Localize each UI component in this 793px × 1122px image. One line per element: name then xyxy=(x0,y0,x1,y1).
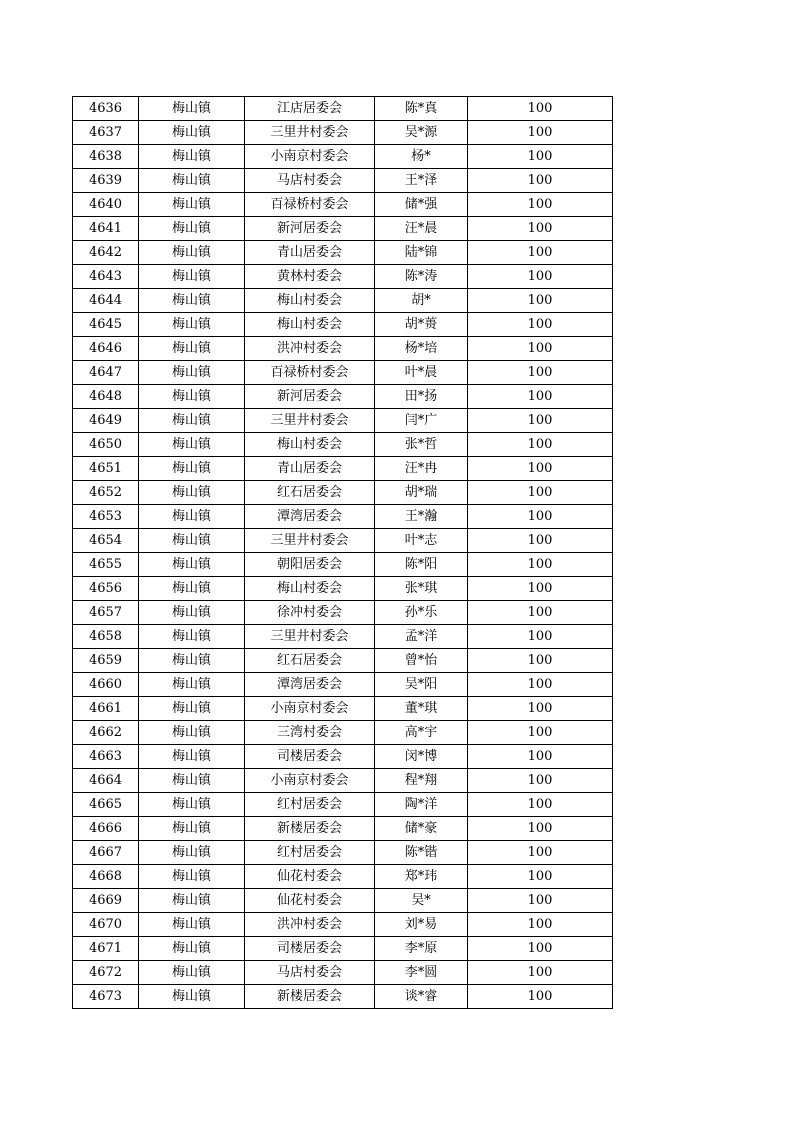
amount-cell: 100 xyxy=(468,241,613,265)
committee-cell: 红石居委会 xyxy=(245,481,375,505)
amount-cell: 100 xyxy=(468,817,613,841)
amount-cell: 100 xyxy=(468,985,613,1009)
table-row xyxy=(73,97,613,121)
committee-cell: 梅山村委会 xyxy=(245,433,375,457)
table-row xyxy=(73,145,613,169)
committee-cell: 潭湾居委会 xyxy=(245,673,375,697)
town-cell: 梅山镇 xyxy=(139,769,245,793)
committee-cell: 梅山村委会 xyxy=(245,289,375,313)
table-row xyxy=(73,217,613,241)
town-cell: 梅山镇 xyxy=(139,361,245,385)
town-cell: 梅山镇 xyxy=(139,241,245,265)
serial-number-cell: 4639 xyxy=(73,169,139,193)
name-cell: 叶*志 xyxy=(375,529,468,553)
serial-number-cell: 4650 xyxy=(73,433,139,457)
table-row xyxy=(73,673,613,697)
table-row xyxy=(73,361,613,385)
roster-table-body xyxy=(73,97,613,1009)
name-cell: 董*琪 xyxy=(375,697,468,721)
committee-cell: 红石居委会 xyxy=(245,649,375,673)
town-cell: 梅山镇 xyxy=(139,601,245,625)
serial-number-cell: 4640 xyxy=(73,193,139,217)
table-row xyxy=(73,265,613,289)
name-cell: 郑*玮 xyxy=(375,865,468,889)
town-cell: 梅山镇 xyxy=(139,505,245,529)
committee-cell: 徐冲村委会 xyxy=(245,601,375,625)
table-row xyxy=(73,553,613,577)
committee-cell: 青山居委会 xyxy=(245,457,375,481)
serial-number-cell: 4636 xyxy=(73,97,139,121)
committee-cell: 潭湾居委会 xyxy=(245,505,375,529)
committee-cell: 司楼居委会 xyxy=(245,745,375,769)
town-cell: 梅山镇 xyxy=(139,481,245,505)
committee-cell: 小南京村委会 xyxy=(245,769,375,793)
town-cell: 梅山镇 xyxy=(139,169,245,193)
amount-cell: 100 xyxy=(468,145,613,169)
serial-number-cell: 4647 xyxy=(73,361,139,385)
committee-cell: 新河居委会 xyxy=(245,385,375,409)
serial-number-cell: 4672 xyxy=(73,961,139,985)
name-cell: 高*宇 xyxy=(375,721,468,745)
table-row xyxy=(73,193,613,217)
table-row xyxy=(73,385,613,409)
amount-cell: 100 xyxy=(468,625,613,649)
table-row xyxy=(73,961,613,985)
amount-cell: 100 xyxy=(468,361,613,385)
committee-cell: 百禄桥村委会 xyxy=(245,361,375,385)
committee-cell: 梅山村委会 xyxy=(245,313,375,337)
name-cell: 汪*晨 xyxy=(375,217,468,241)
committee-cell: 红村居委会 xyxy=(245,841,375,865)
town-cell: 梅山镇 xyxy=(139,121,245,145)
serial-number-cell: 4649 xyxy=(73,409,139,433)
town-cell: 梅山镇 xyxy=(139,289,245,313)
name-cell: 杨* xyxy=(375,145,468,169)
committee-cell: 江店居委会 xyxy=(245,97,375,121)
name-cell: 闫*广 xyxy=(375,409,468,433)
committee-cell: 新河居委会 xyxy=(245,217,375,241)
table-row xyxy=(73,985,613,1009)
serial-number-cell: 4658 xyxy=(73,625,139,649)
amount-cell: 100 xyxy=(468,289,613,313)
town-cell: 梅山镇 xyxy=(139,265,245,289)
town-cell: 梅山镇 xyxy=(139,145,245,169)
town-cell: 梅山镇 xyxy=(139,961,245,985)
amount-cell: 100 xyxy=(468,697,613,721)
serial-number-cell: 4644 xyxy=(73,289,139,313)
amount-cell: 100 xyxy=(468,937,613,961)
amount-cell: 100 xyxy=(468,889,613,913)
serial-number-cell: 4646 xyxy=(73,337,139,361)
town-cell: 梅山镇 xyxy=(139,385,245,409)
committee-cell: 新楼居委会 xyxy=(245,985,375,1009)
committee-cell: 朝阳居委会 xyxy=(245,553,375,577)
table-row xyxy=(73,769,613,793)
name-cell: 谈*睿 xyxy=(375,985,468,1009)
name-cell: 胡*蒉 xyxy=(375,313,468,337)
committee-cell: 三里井村委会 xyxy=(245,529,375,553)
table-row xyxy=(73,409,613,433)
committee-cell: 三里井村委会 xyxy=(245,121,375,145)
committee-cell: 新楼居委会 xyxy=(245,817,375,841)
serial-number-cell: 4659 xyxy=(73,649,139,673)
name-cell: 王*瀚 xyxy=(375,505,468,529)
table-row xyxy=(73,121,613,145)
serial-number-cell: 4668 xyxy=(73,865,139,889)
name-cell: 王*泽 xyxy=(375,169,468,193)
name-cell: 储*豪 xyxy=(375,817,468,841)
amount-cell: 100 xyxy=(468,457,613,481)
town-cell: 梅山镇 xyxy=(139,577,245,601)
committee-cell: 马店村委会 xyxy=(245,961,375,985)
serial-number-cell: 4662 xyxy=(73,721,139,745)
name-cell: 陈*真 xyxy=(375,97,468,121)
amount-cell: 100 xyxy=(468,505,613,529)
town-cell: 梅山镇 xyxy=(139,793,245,817)
amount-cell: 100 xyxy=(468,721,613,745)
town-cell: 梅山镇 xyxy=(139,217,245,241)
table-row xyxy=(73,505,613,529)
committee-cell: 红村居委会 xyxy=(245,793,375,817)
amount-cell: 100 xyxy=(468,409,613,433)
amount-cell: 100 xyxy=(468,553,613,577)
serial-number-cell: 4643 xyxy=(73,265,139,289)
table-row xyxy=(73,697,613,721)
serial-number-cell: 4661 xyxy=(73,697,139,721)
committee-cell: 仙花村委会 xyxy=(245,865,375,889)
name-cell: 叶*晨 xyxy=(375,361,468,385)
town-cell: 梅山镇 xyxy=(139,889,245,913)
table-row xyxy=(73,457,613,481)
serial-number-cell: 4654 xyxy=(73,529,139,553)
amount-cell: 100 xyxy=(468,169,613,193)
committee-cell: 三湾村委会 xyxy=(245,721,375,745)
amount-cell: 100 xyxy=(468,385,613,409)
committee-cell: 三里井村委会 xyxy=(245,409,375,433)
committee-cell: 梅山村委会 xyxy=(245,577,375,601)
name-cell: 陆*锦 xyxy=(375,241,468,265)
town-cell: 梅山镇 xyxy=(139,865,245,889)
amount-cell: 100 xyxy=(468,793,613,817)
serial-number-cell: 4665 xyxy=(73,793,139,817)
town-cell: 梅山镇 xyxy=(139,841,245,865)
committee-cell: 洪冲村委会 xyxy=(245,913,375,937)
table-row xyxy=(73,241,613,265)
name-cell: 孙*乐 xyxy=(375,601,468,625)
table-row xyxy=(73,577,613,601)
amount-cell: 100 xyxy=(468,481,613,505)
table-row xyxy=(73,433,613,457)
serial-number-cell: 4670 xyxy=(73,913,139,937)
serial-number-cell: 4656 xyxy=(73,577,139,601)
amount-cell: 100 xyxy=(468,265,613,289)
town-cell: 梅山镇 xyxy=(139,937,245,961)
name-cell: 胡* xyxy=(375,289,468,313)
amount-cell: 100 xyxy=(468,193,613,217)
serial-number-cell: 4637 xyxy=(73,121,139,145)
town-cell: 梅山镇 xyxy=(139,553,245,577)
name-cell: 闵*博 xyxy=(375,745,468,769)
table-row xyxy=(73,841,613,865)
town-cell: 梅山镇 xyxy=(139,193,245,217)
town-cell: 梅山镇 xyxy=(139,745,245,769)
serial-number-cell: 4651 xyxy=(73,457,139,481)
serial-number-cell: 4669 xyxy=(73,889,139,913)
table-row xyxy=(73,817,613,841)
amount-cell: 100 xyxy=(468,601,613,625)
town-cell: 梅山镇 xyxy=(139,721,245,745)
amount-cell: 100 xyxy=(468,217,613,241)
name-cell: 田*扬 xyxy=(375,385,468,409)
town-cell: 梅山镇 xyxy=(139,913,245,937)
serial-number-cell: 4655 xyxy=(73,553,139,577)
table-row xyxy=(73,937,613,961)
committee-cell: 三里井村委会 xyxy=(245,625,375,649)
name-cell: 吴* xyxy=(375,889,468,913)
name-cell: 李*圆 xyxy=(375,961,468,985)
name-cell: 吴*阳 xyxy=(375,673,468,697)
table-row xyxy=(73,793,613,817)
town-cell: 梅山镇 xyxy=(139,313,245,337)
amount-cell: 100 xyxy=(468,97,613,121)
name-cell: 陈*涛 xyxy=(375,265,468,289)
amount-cell: 100 xyxy=(468,529,613,553)
amount-cell: 100 xyxy=(468,337,613,361)
serial-number-cell: 4667 xyxy=(73,841,139,865)
amount-cell: 100 xyxy=(468,433,613,457)
serial-number-cell: 4660 xyxy=(73,673,139,697)
table-row xyxy=(73,529,613,553)
town-cell: 梅山镇 xyxy=(139,457,245,481)
serial-number-cell: 4666 xyxy=(73,817,139,841)
name-cell: 程*翔 xyxy=(375,769,468,793)
serial-number-cell: 4657 xyxy=(73,601,139,625)
committee-cell: 洪冲村委会 xyxy=(245,337,375,361)
town-cell: 梅山镇 xyxy=(139,337,245,361)
town-cell: 梅山镇 xyxy=(139,697,245,721)
roster-table xyxy=(72,96,613,1009)
town-cell: 梅山镇 xyxy=(139,529,245,553)
amount-cell: 100 xyxy=(468,841,613,865)
serial-number-cell: 4648 xyxy=(73,385,139,409)
committee-cell: 黄林村委会 xyxy=(245,265,375,289)
committee-cell: 小南京村委会 xyxy=(245,697,375,721)
table-row xyxy=(73,481,613,505)
committee-cell: 百禄桥村委会 xyxy=(245,193,375,217)
amount-cell: 100 xyxy=(468,961,613,985)
amount-cell: 100 xyxy=(468,769,613,793)
name-cell: 汪*冉 xyxy=(375,457,468,481)
town-cell: 梅山镇 xyxy=(139,985,245,1009)
table-row xyxy=(73,337,613,361)
amount-cell: 100 xyxy=(468,913,613,937)
name-cell: 张*琪 xyxy=(375,577,468,601)
serial-number-cell: 4642 xyxy=(73,241,139,265)
town-cell: 梅山镇 xyxy=(139,817,245,841)
town-cell: 梅山镇 xyxy=(139,625,245,649)
serial-number-cell: 4653 xyxy=(73,505,139,529)
table-row xyxy=(73,721,613,745)
name-cell: 曾*怡 xyxy=(375,649,468,673)
name-cell: 张*哲 xyxy=(375,433,468,457)
town-cell: 梅山镇 xyxy=(139,433,245,457)
amount-cell: 100 xyxy=(468,121,613,145)
amount-cell: 100 xyxy=(468,673,613,697)
committee-cell: 仙花村委会 xyxy=(245,889,375,913)
serial-number-cell: 4641 xyxy=(73,217,139,241)
committee-cell: 小南京村委会 xyxy=(245,145,375,169)
table-row xyxy=(73,169,613,193)
table-row xyxy=(73,913,613,937)
name-cell: 杨*培 xyxy=(375,337,468,361)
town-cell: 梅山镇 xyxy=(139,409,245,433)
table-row xyxy=(73,865,613,889)
table-row xyxy=(73,625,613,649)
amount-cell: 100 xyxy=(468,865,613,889)
committee-cell: 马店村委会 xyxy=(245,169,375,193)
table-row xyxy=(73,745,613,769)
serial-number-cell: 4673 xyxy=(73,985,139,1009)
table-row xyxy=(73,889,613,913)
name-cell: 陈*锴 xyxy=(375,841,468,865)
table-row xyxy=(73,601,613,625)
town-cell: 梅山镇 xyxy=(139,97,245,121)
table-row xyxy=(73,313,613,337)
serial-number-cell: 4664 xyxy=(73,769,139,793)
amount-cell: 100 xyxy=(468,649,613,673)
committee-cell: 青山居委会 xyxy=(245,241,375,265)
serial-number-cell: 4652 xyxy=(73,481,139,505)
name-cell: 储*强 xyxy=(375,193,468,217)
amount-cell: 100 xyxy=(468,745,613,769)
serial-number-cell: 4671 xyxy=(73,937,139,961)
name-cell: 刘*易 xyxy=(375,913,468,937)
table-row xyxy=(73,649,613,673)
town-cell: 梅山镇 xyxy=(139,673,245,697)
amount-cell: 100 xyxy=(468,313,613,337)
name-cell: 吴*源 xyxy=(375,121,468,145)
amount-cell: 100 xyxy=(468,577,613,601)
name-cell: 陈*阳 xyxy=(375,553,468,577)
serial-number-cell: 4638 xyxy=(73,145,139,169)
name-cell: 李*原 xyxy=(375,937,468,961)
name-cell: 孟*洋 xyxy=(375,625,468,649)
serial-number-cell: 4663 xyxy=(73,745,139,769)
committee-cell: 司楼居委会 xyxy=(245,937,375,961)
town-cell: 梅山镇 xyxy=(139,649,245,673)
serial-number-cell: 4645 xyxy=(73,313,139,337)
name-cell: 陶*洋 xyxy=(375,793,468,817)
name-cell: 胡*瑞 xyxy=(375,481,468,505)
table-row xyxy=(73,289,613,313)
